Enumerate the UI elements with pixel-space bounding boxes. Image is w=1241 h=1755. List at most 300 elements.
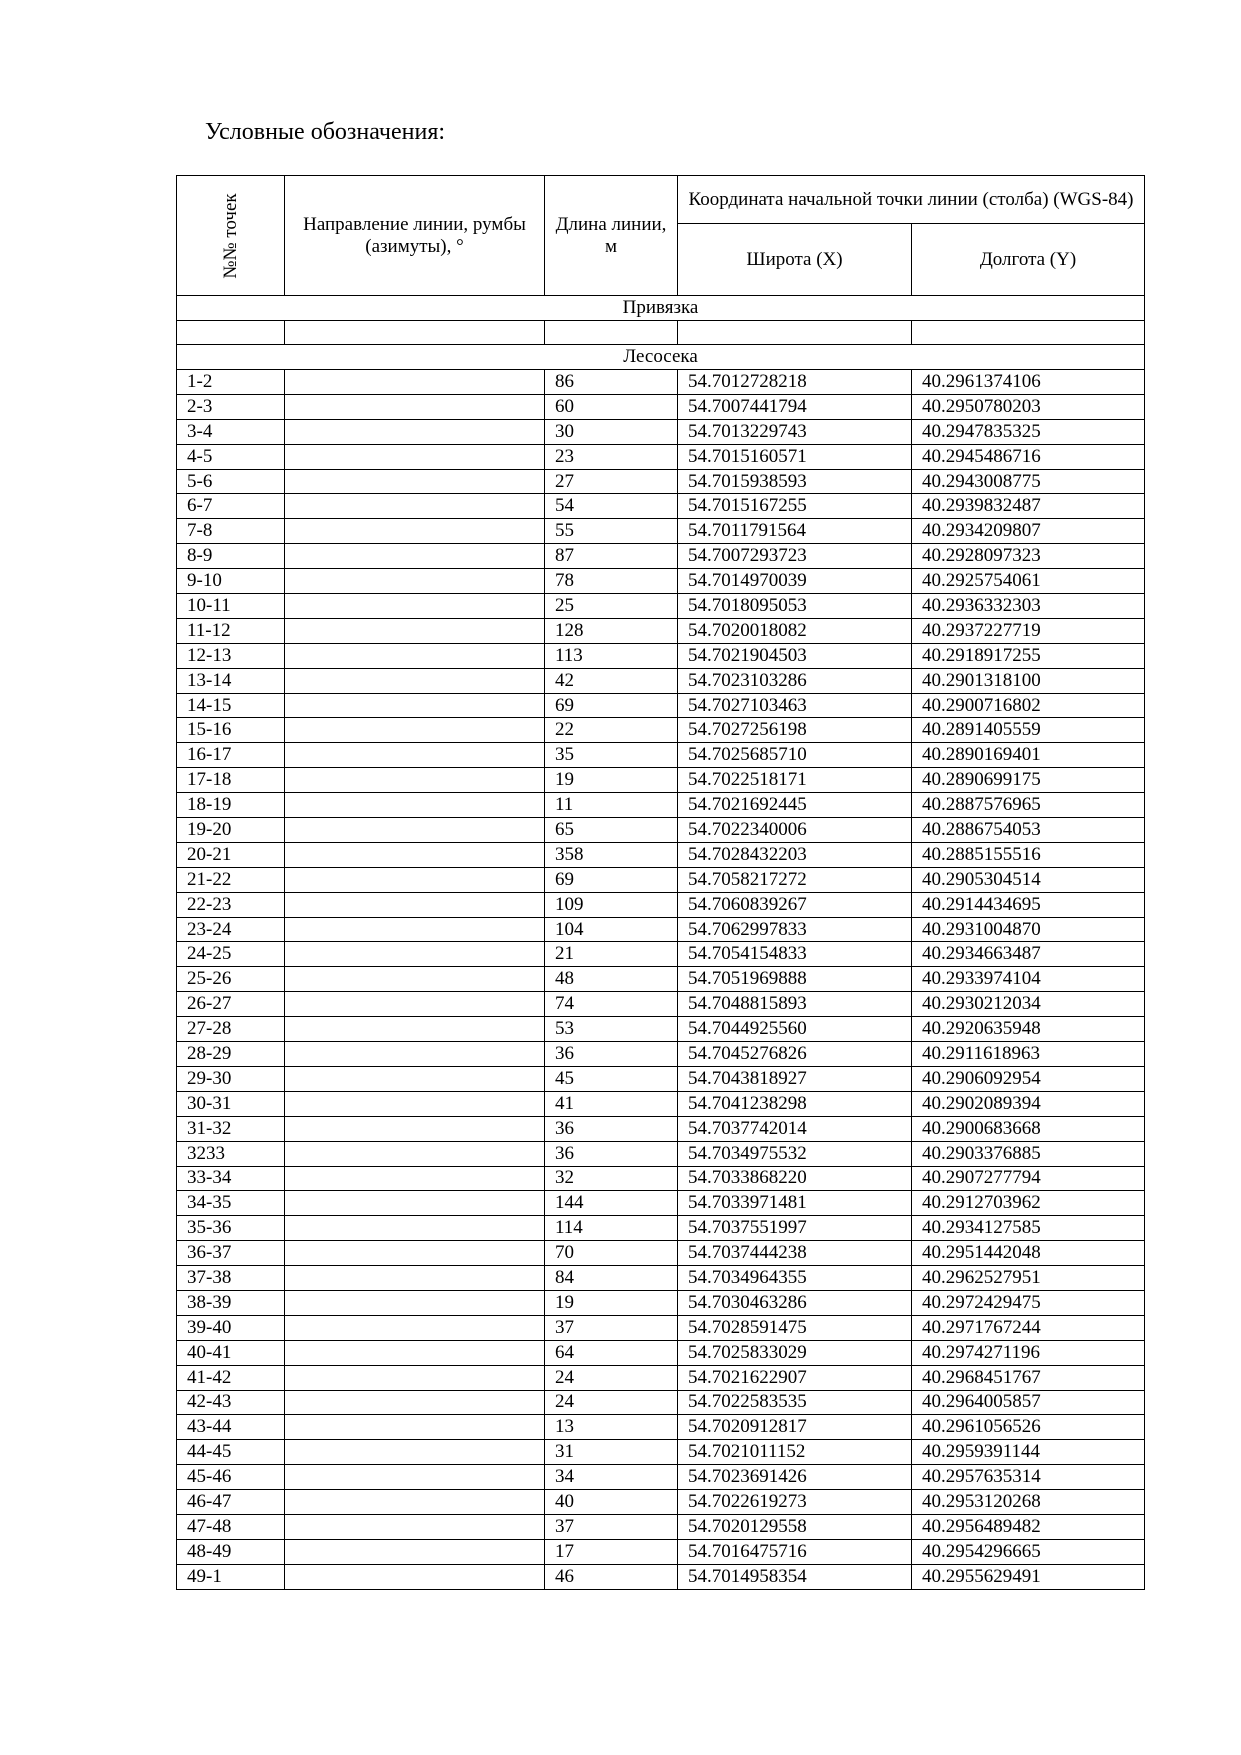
- cell-latitude: 54.7014970039: [678, 569, 912, 594]
- cell-direction: [285, 1465, 545, 1490]
- cell-latitude: 54.7022583535: [678, 1390, 912, 1415]
- table-row: [177, 1290, 1145, 1315]
- cell-latitude: 54.7023103286: [678, 668, 912, 693]
- table-row: [177, 1390, 1145, 1415]
- cell-points: 2-3: [177, 394, 285, 419]
- cell-points: 25-26: [177, 967, 285, 992]
- cell-direction: [285, 494, 545, 519]
- cell-latitude: 54.7058217272: [678, 867, 912, 892]
- cell-latitude: 54.7016475716: [678, 1539, 912, 1564]
- table-row: [177, 818, 1145, 843]
- cell-direction: [285, 594, 545, 619]
- table-row: [177, 892, 1145, 917]
- cell-latitude: 54.7018095053: [678, 594, 912, 619]
- cell-length: 144: [545, 1191, 678, 1216]
- cell-points: 36-37: [177, 1241, 285, 1266]
- table-cell: [285, 321, 545, 345]
- cell-direction: [285, 569, 545, 594]
- cell-length: 45: [545, 1066, 678, 1091]
- cell-direction: [285, 1564, 545, 1589]
- table-row: [177, 419, 1145, 444]
- cell-direction: [285, 867, 545, 892]
- cell-longitude: 40.2905304514: [912, 867, 1145, 892]
- cell-length: 21: [545, 942, 678, 967]
- cell-longitude: 40.2900683668: [912, 1116, 1145, 1141]
- cell-direction: [285, 1141, 545, 1166]
- table-row: [177, 793, 1145, 818]
- cell-latitude: 54.7051969888: [678, 967, 912, 992]
- cell-length: 32: [545, 1166, 678, 1191]
- cell-longitude: 40.2933974104: [912, 967, 1145, 992]
- cell-longitude: 40.2957635314: [912, 1465, 1145, 1490]
- cell-direction: [285, 942, 545, 967]
- cell-direction: [285, 1340, 545, 1365]
- table-row: [177, 370, 1145, 395]
- cell-points: 44-45: [177, 1440, 285, 1465]
- section-cutting-area: Лесосека: [177, 345, 1145, 370]
- cell-latitude: 54.7021622907: [678, 1365, 912, 1390]
- cell-direction: [285, 1290, 545, 1315]
- cell-longitude: 40.2911618963: [912, 1042, 1145, 1067]
- cell-length: 84: [545, 1266, 678, 1291]
- table-row: [177, 992, 1145, 1017]
- table-row: [177, 1465, 1145, 1490]
- cell-points: 3-4: [177, 419, 285, 444]
- cell-longitude: 40.2954296665: [912, 1539, 1145, 1564]
- cell-length: 104: [545, 917, 678, 942]
- table-row: [177, 1415, 1145, 1440]
- cell-longitude: 40.2907277794: [912, 1166, 1145, 1191]
- cell-direction: [285, 1266, 545, 1291]
- cell-points: 40-41: [177, 1340, 285, 1365]
- cell-latitude: 54.7033868220: [678, 1166, 912, 1191]
- table-row: [177, 394, 1145, 419]
- cell-length: 17: [545, 1539, 678, 1564]
- cell-longitude: 40.2950780203: [912, 394, 1145, 419]
- cell-longitude: 40.2936332303: [912, 594, 1145, 619]
- table-row: [177, 693, 1145, 718]
- cell-latitude: 54.7013229743: [678, 419, 912, 444]
- cell-length: 37: [545, 1514, 678, 1539]
- cell-points: 49-1: [177, 1564, 285, 1589]
- cell-longitude: 40.2962527951: [912, 1266, 1145, 1291]
- cell-points: 19-20: [177, 818, 285, 843]
- cell-length: 37: [545, 1315, 678, 1340]
- table-row: [177, 594, 1145, 619]
- cell-longitude: 40.2961056526: [912, 1415, 1145, 1440]
- cell-direction: [285, 992, 545, 1017]
- table-row: [177, 1042, 1145, 1067]
- cell-points: 1-2: [177, 370, 285, 395]
- header-points: №№ точек: [177, 176, 285, 296]
- cell-length: 109: [545, 892, 678, 917]
- cell-direction: [285, 892, 545, 917]
- cell-latitude: 54.7015160571: [678, 444, 912, 469]
- cell-longitude: 40.2968451767: [912, 1365, 1145, 1390]
- cell-direction: [285, 419, 545, 444]
- cell-latitude: 54.7043818927: [678, 1066, 912, 1091]
- cell-direction: [285, 469, 545, 494]
- cell-length: 35: [545, 743, 678, 768]
- table-row: [177, 668, 1145, 693]
- cell-length: 31: [545, 1440, 678, 1465]
- cell-latitude: 54.7027103463: [678, 693, 912, 718]
- cell-length: 19: [545, 768, 678, 793]
- cell-points: 6-7: [177, 494, 285, 519]
- cell-latitude: 54.7014958354: [678, 1564, 912, 1589]
- cell-longitude: 40.2906092954: [912, 1066, 1145, 1091]
- cell-longitude: 40.2945486716: [912, 444, 1145, 469]
- table-cell: [678, 321, 912, 345]
- cell-longitude: 40.2934209807: [912, 519, 1145, 544]
- cell-points: 15-16: [177, 718, 285, 743]
- header-latitude: Широта (X): [678, 224, 912, 296]
- cell-longitude: 40.2951442048: [912, 1241, 1145, 1266]
- cell-longitude: 40.2971767244: [912, 1315, 1145, 1340]
- cell-longitude: 40.2890169401: [912, 743, 1145, 768]
- cell-latitude: 54.7015938593: [678, 469, 912, 494]
- cell-latitude: 54.7037444238: [678, 1241, 912, 1266]
- table-row: [177, 942, 1145, 967]
- cell-length: 55: [545, 519, 678, 544]
- table-row: [177, 1141, 1145, 1166]
- table-cell: [912, 321, 1145, 345]
- cell-length: 60: [545, 394, 678, 419]
- cell-latitude: 54.7041238298: [678, 1091, 912, 1116]
- cell-direction: [285, 1241, 545, 1266]
- cell-direction: [285, 1017, 545, 1042]
- cell-longitude: 40.2912703962: [912, 1191, 1145, 1216]
- table-cell: [177, 321, 285, 345]
- cell-length: 65: [545, 818, 678, 843]
- cell-longitude: 40.2903376885: [912, 1141, 1145, 1166]
- cell-length: 54: [545, 494, 678, 519]
- cell-points: 21-22: [177, 867, 285, 892]
- cell-length: 36: [545, 1141, 678, 1166]
- cell-direction: [285, 793, 545, 818]
- table-row: [177, 917, 1145, 942]
- cell-length: 69: [545, 693, 678, 718]
- cell-length: 70: [545, 1241, 678, 1266]
- table-row: [177, 544, 1145, 569]
- cell-points: 42-43: [177, 1390, 285, 1415]
- table-row: [177, 743, 1145, 768]
- cell-longitude: 40.2939832487: [912, 494, 1145, 519]
- table-row: [177, 1266, 1145, 1291]
- table-row: [177, 618, 1145, 643]
- cell-direction: [285, 842, 545, 867]
- cell-latitude: 54.7021904503: [678, 643, 912, 668]
- cell-latitude: 54.7007441794: [678, 394, 912, 419]
- cell-length: 113: [545, 643, 678, 668]
- cell-points: 48-49: [177, 1539, 285, 1564]
- coordinates-table: [176, 175, 1145, 1590]
- cell-longitude: 40.2925754061: [912, 569, 1145, 594]
- table-row: [177, 967, 1145, 992]
- header-coordinate-group: Координата начальной точки линии (столба) (WGS-84): [678, 176, 1145, 224]
- cell-points: 24-25: [177, 942, 285, 967]
- table-row: [177, 1440, 1145, 1465]
- cell-points: 12-13: [177, 643, 285, 668]
- cell-points: 34-35: [177, 1191, 285, 1216]
- cell-length: 11: [545, 793, 678, 818]
- table-row: [177, 1490, 1145, 1515]
- cell-direction: [285, 1365, 545, 1390]
- cell-longitude: 40.2937227719: [912, 618, 1145, 643]
- cell-direction: [285, 1216, 545, 1241]
- cell-direction: [285, 1166, 545, 1191]
- cell-longitude: 40.2961374106: [912, 370, 1145, 395]
- table-row: [177, 1091, 1145, 1116]
- cell-points: 7-8: [177, 519, 285, 544]
- cell-points: 27-28: [177, 1017, 285, 1042]
- cell-points: 3233: [177, 1141, 285, 1166]
- cell-latitude: 54.7025833029: [678, 1340, 912, 1365]
- header-longitude: Долгота (Y): [912, 224, 1145, 296]
- cell-length: 22: [545, 718, 678, 743]
- cell-latitude: 54.7048815893: [678, 992, 912, 1017]
- cell-direction: [285, 818, 545, 843]
- cell-length: 24: [545, 1365, 678, 1390]
- cell-longitude: 40.2930212034: [912, 992, 1145, 1017]
- cell-longitude: 40.2901318100: [912, 668, 1145, 693]
- cell-direction: [285, 1440, 545, 1465]
- cell-length: 53: [545, 1017, 678, 1042]
- cell-points: 45-46: [177, 1465, 285, 1490]
- cell-latitude: 54.7022518171: [678, 768, 912, 793]
- cell-latitude: 54.7007293723: [678, 544, 912, 569]
- cell-points: 26-27: [177, 992, 285, 1017]
- cell-length: 40: [545, 1490, 678, 1515]
- cell-direction: [285, 718, 545, 743]
- cell-direction: [285, 917, 545, 942]
- table-row: [177, 643, 1145, 668]
- cell-points: 43-44: [177, 1415, 285, 1440]
- cell-length: 36: [545, 1116, 678, 1141]
- cell-length: 78: [545, 569, 678, 594]
- cell-length: 23: [545, 444, 678, 469]
- cell-length: 64: [545, 1340, 678, 1365]
- cell-latitude: 54.7028432203: [678, 842, 912, 867]
- cell-direction: [285, 967, 545, 992]
- cell-length: 41: [545, 1091, 678, 1116]
- cell-longitude: 40.2934663487: [912, 942, 1145, 967]
- cell-longitude: 40.2928097323: [912, 544, 1145, 569]
- table-row: [177, 1564, 1145, 1589]
- cell-direction: [285, 1390, 545, 1415]
- cell-points: 18-19: [177, 793, 285, 818]
- cell-longitude: 40.2887576965: [912, 793, 1145, 818]
- cell-points: 30-31: [177, 1091, 285, 1116]
- header-length: Длина линии, м: [545, 176, 678, 296]
- cell-longitude: 40.2934127585: [912, 1216, 1145, 1241]
- cell-direction: [285, 1315, 545, 1340]
- table-row: [177, 867, 1145, 892]
- cell-latitude: 54.7025685710: [678, 743, 912, 768]
- cell-longitude: 40.2959391144: [912, 1440, 1145, 1465]
- cell-points: 47-48: [177, 1514, 285, 1539]
- cell-length: 48: [545, 967, 678, 992]
- cell-direction: [285, 1514, 545, 1539]
- cell-latitude: 54.7045276826: [678, 1042, 912, 1067]
- cell-points: 20-21: [177, 842, 285, 867]
- cell-longitude: 40.2974271196: [912, 1340, 1145, 1365]
- cell-points: 13-14: [177, 668, 285, 693]
- table-row: [177, 1514, 1145, 1539]
- table-row: [177, 768, 1145, 793]
- cell-latitude: 54.7020129558: [678, 1514, 912, 1539]
- cell-points: 22-23: [177, 892, 285, 917]
- table-row: [177, 1191, 1145, 1216]
- table-row: [177, 842, 1145, 867]
- cell-points: 5-6: [177, 469, 285, 494]
- table-row: [177, 494, 1145, 519]
- cell-length: 34: [545, 1465, 678, 1490]
- table-row: [177, 718, 1145, 743]
- cell-longitude: 40.2943008775: [912, 469, 1145, 494]
- header-direction: Направление линии, румбы (азимуты), °: [285, 176, 545, 296]
- cell-latitude: 54.7054154833: [678, 942, 912, 967]
- cell-latitude: 54.7021011152: [678, 1440, 912, 1465]
- cell-latitude: 54.7028591475: [678, 1315, 912, 1340]
- cell-length: 128: [545, 618, 678, 643]
- cell-length: 74: [545, 992, 678, 1017]
- section-binding: Привязка: [177, 296, 1145, 321]
- cell-latitude: 54.7022619273: [678, 1490, 912, 1515]
- cell-points: 4-5: [177, 444, 285, 469]
- cell-points: 23-24: [177, 917, 285, 942]
- cell-latitude: 54.7062997833: [678, 917, 912, 942]
- cell-latitude: 54.7021692445: [678, 793, 912, 818]
- cell-latitude: 54.7037742014: [678, 1116, 912, 1141]
- cell-longitude: 40.2972429475: [912, 1290, 1145, 1315]
- cell-length: 36: [545, 1042, 678, 1067]
- cell-direction: [285, 370, 545, 395]
- cell-points: 31-32: [177, 1116, 285, 1141]
- cell-longitude: 40.2886754053: [912, 818, 1145, 843]
- cell-points: 41-42: [177, 1365, 285, 1390]
- cell-length: 46: [545, 1564, 678, 1589]
- table-row: [177, 1365, 1145, 1390]
- cell-direction: [285, 1091, 545, 1116]
- cell-length: 42: [545, 668, 678, 693]
- cell-direction: [285, 444, 545, 469]
- cell-latitude: 54.7027256198: [678, 718, 912, 743]
- cell-direction: [285, 394, 545, 419]
- table-row: [177, 1166, 1145, 1191]
- cell-length: 114: [545, 1216, 678, 1241]
- cell-latitude: 54.7033971481: [678, 1191, 912, 1216]
- table-row: [177, 469, 1145, 494]
- cell-direction: [285, 743, 545, 768]
- cell-direction: [285, 1066, 545, 1091]
- cell-latitude: 54.7030463286: [678, 1290, 912, 1315]
- cell-length: 86: [545, 370, 678, 395]
- cell-longitude: 40.2891405559: [912, 718, 1145, 743]
- cell-latitude: 54.7034975532: [678, 1141, 912, 1166]
- cell-length: 358: [545, 842, 678, 867]
- cell-points: 29-30: [177, 1066, 285, 1091]
- cell-latitude: 54.7015167255: [678, 494, 912, 519]
- blank-row: [177, 321, 1145, 345]
- table-row: [177, 1340, 1145, 1365]
- cell-points: 37-38: [177, 1266, 285, 1291]
- cell-longitude: 40.2900716802: [912, 693, 1145, 718]
- table-row: [177, 1241, 1145, 1266]
- cell-latitude: 54.7060839267: [678, 892, 912, 917]
- cell-direction: [285, 668, 545, 693]
- cell-length: 30: [545, 419, 678, 444]
- table-row: [177, 1539, 1145, 1564]
- table-row: [177, 1315, 1145, 1340]
- cell-direction: [285, 519, 545, 544]
- cell-points: 33-34: [177, 1166, 285, 1191]
- cell-points: 9-10: [177, 569, 285, 594]
- cell-longitude: 40.2931004870: [912, 917, 1145, 942]
- cell-longitude: 40.2902089394: [912, 1091, 1145, 1116]
- cell-latitude: 54.7020912817: [678, 1415, 912, 1440]
- cell-direction: [285, 1191, 545, 1216]
- table-row: [177, 1066, 1145, 1091]
- cell-latitude: 54.7020018082: [678, 618, 912, 643]
- table-cell: [545, 321, 678, 345]
- cell-latitude: 54.7034964355: [678, 1266, 912, 1291]
- cell-direction: [285, 643, 545, 668]
- table-row: [177, 444, 1145, 469]
- cell-direction: [285, 1116, 545, 1141]
- cell-latitude: 54.7044925560: [678, 1017, 912, 1042]
- cell-length: 25: [545, 594, 678, 619]
- cell-latitude: 54.7037551997: [678, 1216, 912, 1241]
- cell-points: 16-17: [177, 743, 285, 768]
- cell-longitude: 40.2885155516: [912, 842, 1145, 867]
- cell-length: 27: [545, 469, 678, 494]
- cell-direction: [285, 544, 545, 569]
- table-row: [177, 519, 1145, 544]
- cell-longitude: 40.2890699175: [912, 768, 1145, 793]
- cell-direction: [285, 1042, 545, 1067]
- legend-heading: Условные обозначения:: [205, 119, 446, 145]
- cell-direction: [285, 1490, 545, 1515]
- cell-points: 14-15: [177, 693, 285, 718]
- cell-direction: [285, 768, 545, 793]
- cell-longitude: 40.2964005857: [912, 1390, 1145, 1415]
- cell-latitude: 54.7022340006: [678, 818, 912, 843]
- cell-direction: [285, 1415, 545, 1440]
- cell-points: 28-29: [177, 1042, 285, 1067]
- cell-points: 39-40: [177, 1315, 285, 1340]
- cell-longitude: 40.2955629491: [912, 1564, 1145, 1589]
- cell-direction: [285, 693, 545, 718]
- cell-latitude: 54.7023691426: [678, 1465, 912, 1490]
- cell-length: 87: [545, 544, 678, 569]
- cell-longitude: 40.2918917255: [912, 643, 1145, 668]
- cell-longitude: 40.2953120268: [912, 1490, 1145, 1515]
- cell-longitude: 40.2947835325: [912, 419, 1145, 444]
- table-row: [177, 569, 1145, 594]
- cell-longitude: 40.2920635948: [912, 1017, 1145, 1042]
- cell-points: 17-18: [177, 768, 285, 793]
- cell-points: 8-9: [177, 544, 285, 569]
- cell-longitude: 40.2914434695: [912, 892, 1145, 917]
- table-row: [177, 1116, 1145, 1141]
- cell-length: 13: [545, 1415, 678, 1440]
- cell-length: 69: [545, 867, 678, 892]
- table-row: [177, 1017, 1145, 1042]
- cell-direction: [285, 618, 545, 643]
- cell-length: 19: [545, 1290, 678, 1315]
- table-row: [177, 1216, 1145, 1241]
